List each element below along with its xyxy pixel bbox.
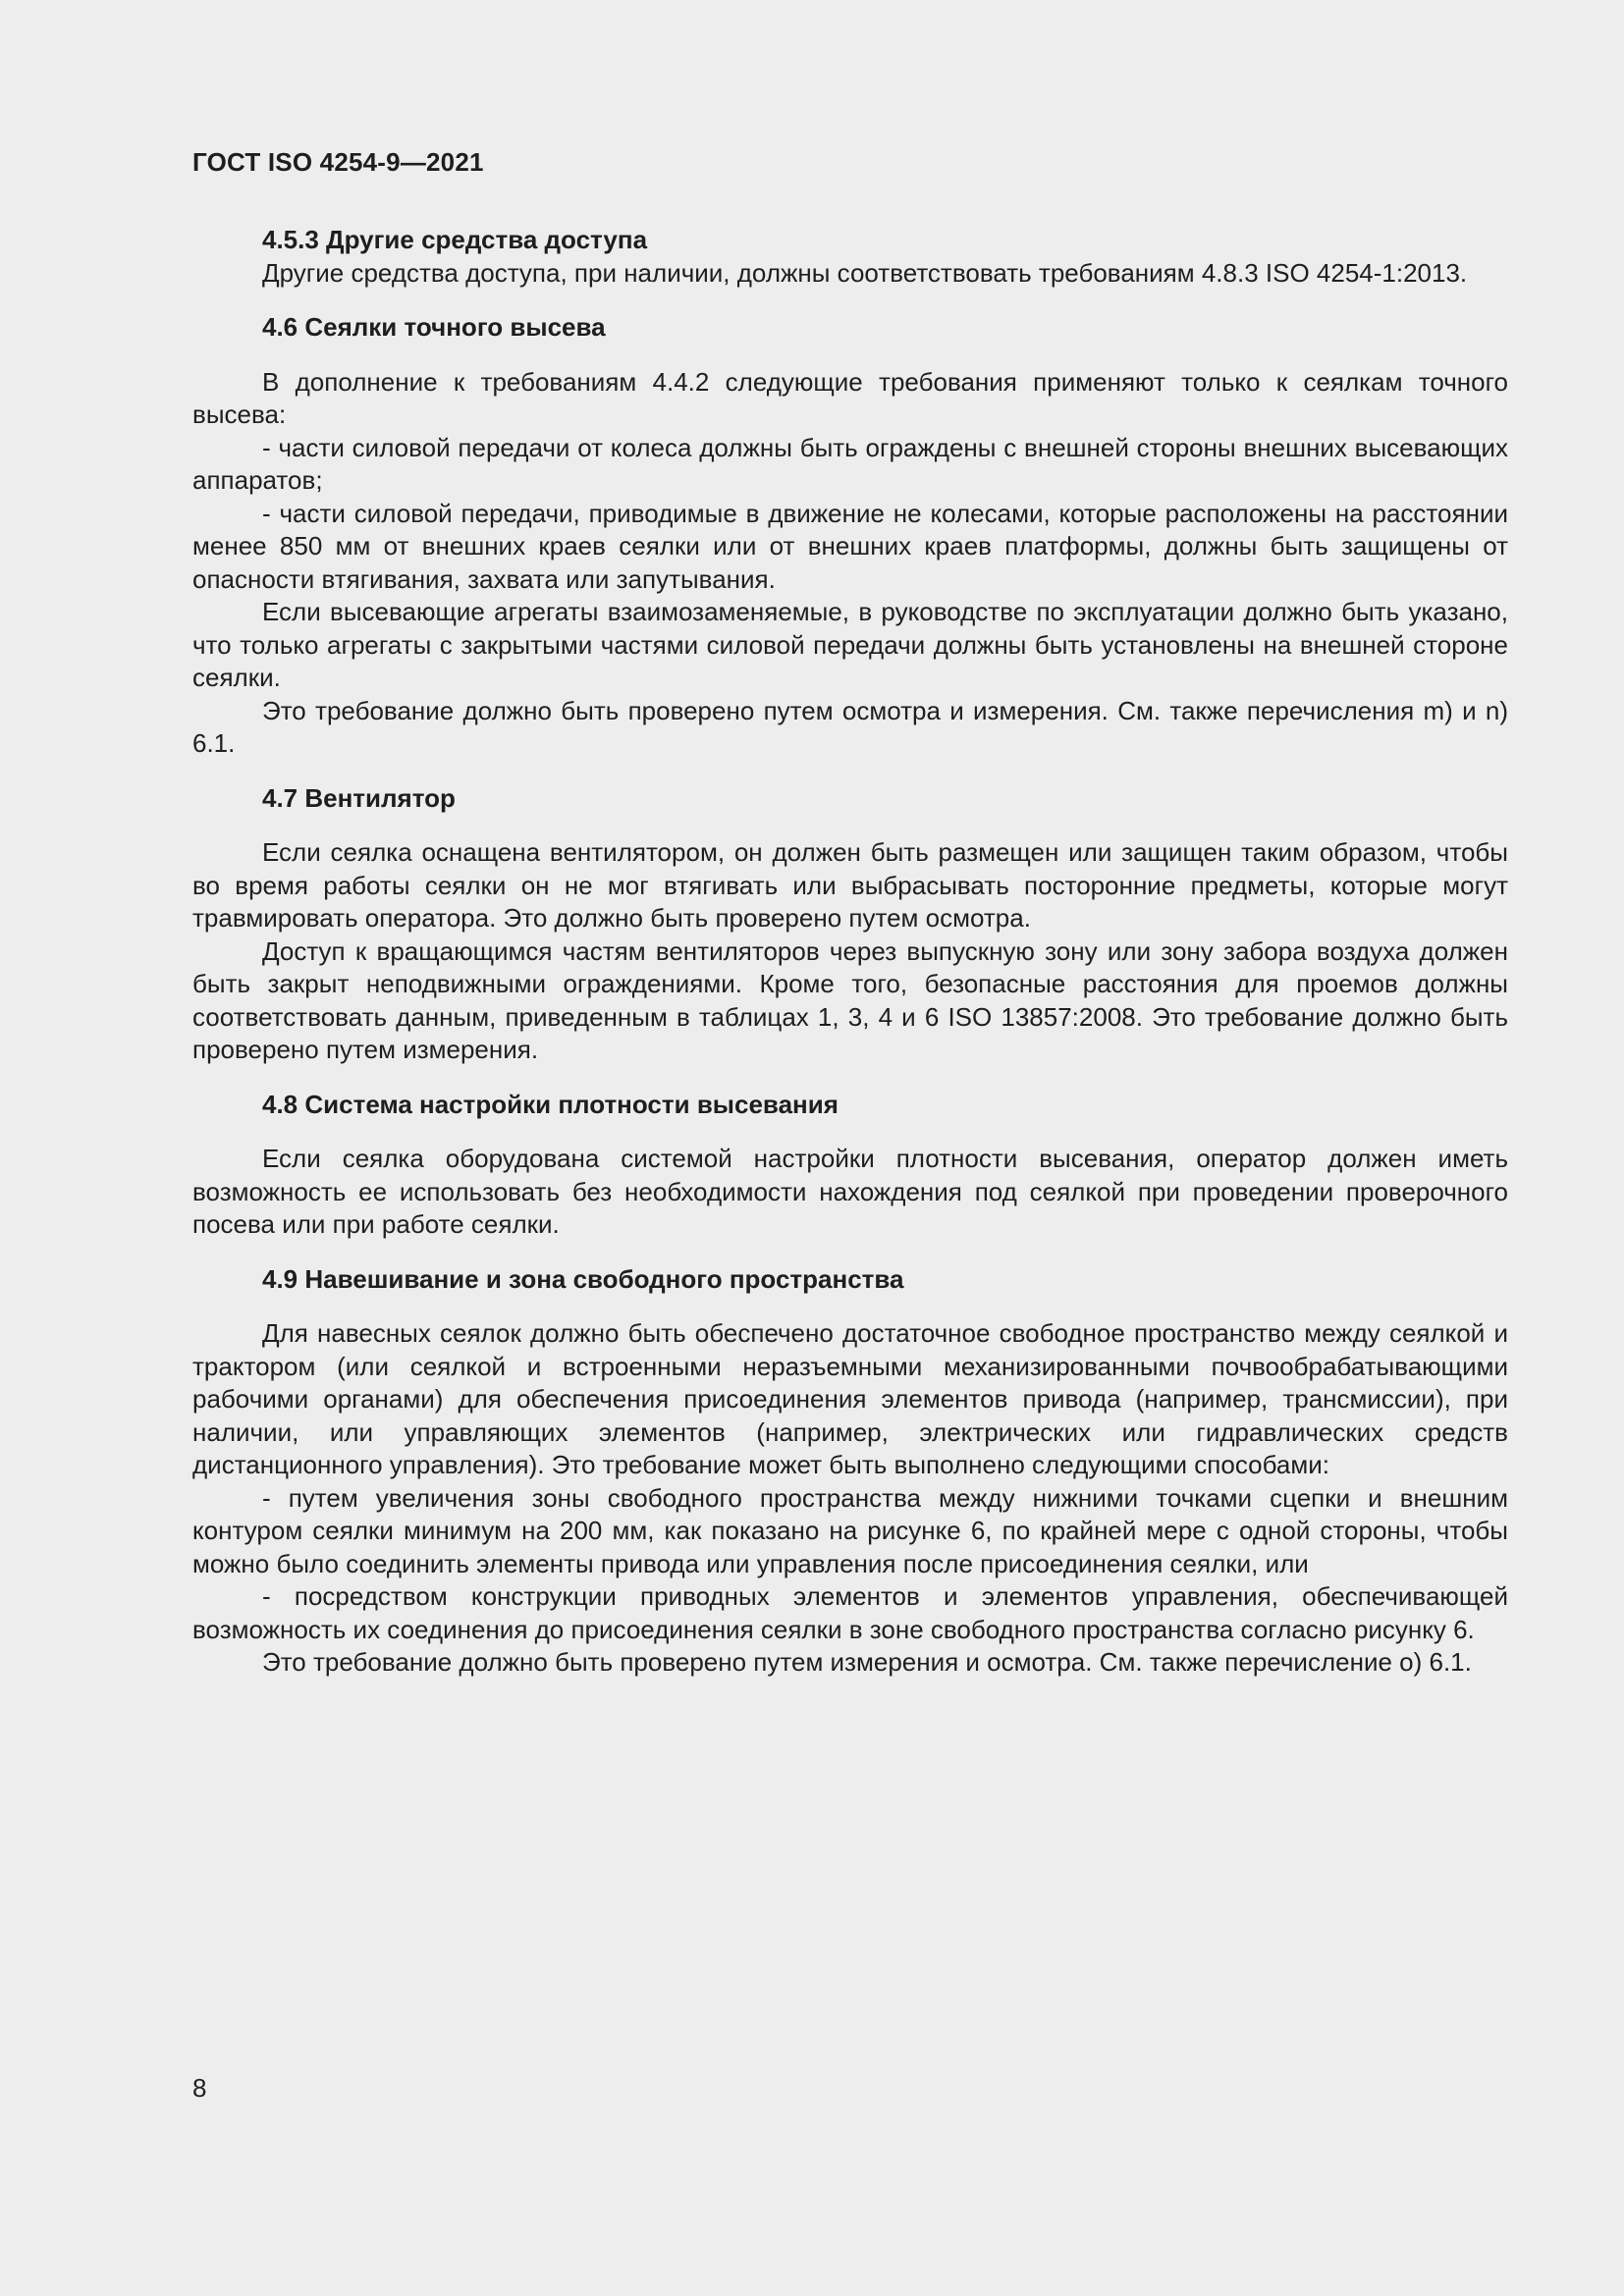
list-item: - части силовой передачи от колеса должны быть ограждены с внешней стороны внешних высевающих аппаратов; [192,432,1508,495]
paragraph: Для навесных сеялок должно быть обеспечено достаточное свободное пространство между сеялкой и трактором (или сеялкой и встроенными неразъемными механизированными почвообрабатывающими рабочими органами) для обеспечения присоединения элементов привода (например, трансмиссии), при наличии, или управляющих элементов (например, электрических или гидравлических средств дистанционного управления). Это требование может быть выполнено следующими способами: [192,1318,1508,1479]
paragraph: В дополнение к требованиям 4.4.2 следующие требования применяют только к сеялкам точного высева: [192,366,1508,429]
section-heading-4-9: 4.9 Навешивание и зона свободного пространства [262,1263,904,1294]
paragraph: Если сеялка оснащена вентилятором, он должен быть размещен или защищен таким образом, чтобы во время работы сеялки он не мог втягивать или выбрасывать посторонние предметы, которые могут травмировать оператора. Это должно быть проверено путем осмотра. [192,837,1508,933]
section-heading-4-7: 4.7 Вентилятор [262,782,456,813]
paragraph: Это требование должно быть проверено путем измерения и осмотра. См. также перечисление o) 6.1. [262,1647,1472,1677]
paragraph: Если высевающие агрегаты взаимозаменяемые, в руководстве по эксплуатации должно быть указано, что только агрегаты с закрытыми частями силовой передачи должны быть установлены на внешней стороне сеялки. [192,597,1508,692]
section-heading-4-6: 4.6 Сеялки точного высева [262,312,606,342]
document-header: ГОСТ ISO 4254-9—2021 [192,147,484,177]
paragraph: Доступ к вращающимся частям вентиляторов через выпускную зону или зону забора воздуха должен быть закрыт неподвижными ограждениями. Кроме того, безопасные расстояния для проемов должны соответствовать данным, приведенным в таблицах 1, 3, 4 и 6 ISO 13857:2008. Это требование должно быть проверено путем измерения. [192,935,1508,1064]
document-body [192,224,1508,1680]
list-item: - посредством конструкции приводных элементов и элементов управления, обеспечивающей возможность их соединения до присоединения сеялки в зоне свободного пространства согласно рисунку 6. [192,1581,1508,1644]
list-item: - части силовой передачи, приводимые в движение не колесами, которые расположены на расстоянии менее 850 мм от внешних краев сеялки или от внешних краев платформы, должны быть защищены от опасности втягивания, захвата или запутывания. [192,498,1508,594]
section-heading-4-5-3: 4.5.3 Другие средства доступа [262,225,648,254]
paragraph: Если сеялка оборудована системой настройки плотности высевания, оператор должен иметь возможность ее использовать без необходимости нахождения под сеялкой при проведении проверочного посева или при работе сеялки. [192,1144,1508,1239]
paragraph: Другие средства доступа, при наличии, должны соответствовать требованиям 4.8.3 ISO 4254-1:2013. [262,257,1468,288]
paragraph: Это требование должно быть проверено путем осмотра и измерения. См. также перечисления m) и n) 6.1. [192,695,1508,758]
page-number: 8 [192,2073,207,2103]
list-item: - путем увеличения зоны свободного пространства между нижними точками сцепки и внешним контуром сеялки минимум на 200 мм, как показано на рисунке 6, по крайней мере с одной стороны, чтобы можно было соединить элементы привода или управления после присоединения сеялки, или [192,1482,1508,1578]
section-heading-4-8: 4.8 Система настройки плотности высевания [262,1089,839,1119]
